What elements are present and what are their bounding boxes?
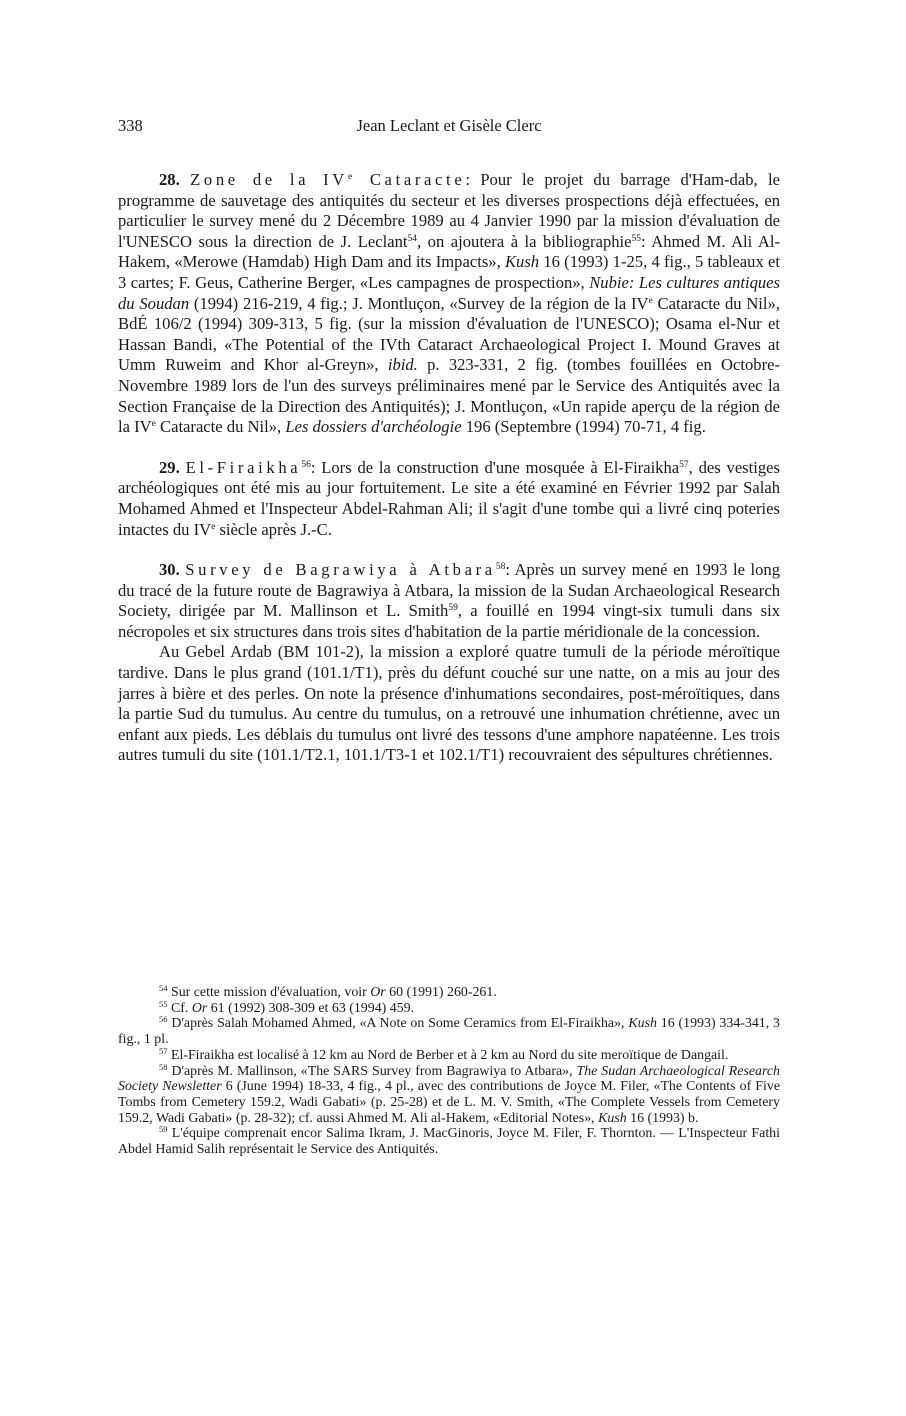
section-number: 30.: [159, 560, 180, 580]
footnote-55: $^{55}$ Cf. Or 61 (1992) 308-309 et 63 (1994) 459.: [159, 998, 415, 1016]
footnote-57: $^{57}$ El-Firaikha est localisé à 12 km au Nord de Berber et à 2 km au Nord du site meroïtique de Dangail.: [159, 1045, 729, 1063]
section-title: Survey de Bagrawiya à Atbara: [185, 560, 496, 580]
section-number: 28.: [159, 170, 180, 189]
footnote-ref: 58: [495, 562, 506, 573]
section-title: El-Firaikha: [185, 457, 302, 477]
page-number: 338: [118, 116, 143, 135]
section-28: 28. Zone de la IVe Cataracte: Pour le projet du barrage d'Ham-dab, le programme de sauvetage des antiquités du secteur et les diverses prospections déjà effectuées, en particulier le survey mené du 2 Décembre 1989 au 4 Janvier 1990 par la mission d'évaluation de l'UNESCO sous la direction de J. Leclant$^{54}$, on ajoutera à la bibliographie$^{55}$: Ahmed M. Ali Al-Hakem, «Merowe (Hamdab) High Dam and its Impacts», Kush 16 (1993) 1-25, 4 fig., 5 tableaux et 3 cartes; F. Geus, Catherine Berger, «Les campagnes de prospection», Nubie: Les cultures antiques du Soudan (1994) 216-219, 4 fig.; J. Montluçon, «Survey de la région de la IVe Cataracte du Nil», BdÉ 106/2 (1994) 309-313, 5 fig. (sur la mission d'évaluation de l'UNESCO); Osama el-Nur et Hassan Bandi, «The Potential of the IVth Cataract Archaeological Project I. Mound Graves at Umm Ruweim and Khor al-Greyn», ibid. p. 323-331, 2 fig. (tombes fouillées en Octobre-Novembre 1989 lors de l'un des surveys préliminaires mené par le Service des Antiquités avec la Section Française de la Direction des Antiquités); J. Montluçon, «Un rapide aperçu de la région de la IVe Cataracte du Nil», Les dossiers d'archéologie 196 (Septembre (1994) 70-71, 4 fig.: [118, 170, 781, 437]
footnote-59: $^{59}$ L'équipe comprenait encor Salima Ikram, J. MacGinoris, Joyce M. Filer, F. Thornton. — L'Inspecteur Fathi Abdel Hamid Salih représentait le Service des Antiquités.: [118, 1124, 780, 1158]
main-text: [118, 170, 780, 766]
page-header: [118, 116, 780, 140]
section-number: 29.: [159, 457, 180, 477]
footnote-54: $^{54}$ Sur cette mission d'évaluation, voir Or 60 (1991) 260-261.: [159, 983, 497, 1000]
section-30-paragraph-2: Au Gebel Ardab (BM 101-2), la mission a exploré quatre tumuli de la période méroïtique tardive. Dans le plus grand (101.1/T1), près du défunt couché sur une natte, on a mis au jour des jarres à bière et des perles. On note la présence d'inhumations secondaires, post-méroïtiques, dans la partie Sud du tumulus. Au centre du tumulus, on a retrouvé une inhumation chrétienne, avec un enfant aux pieds. Les déblais du tumulus ont livré des tessons d'une amphore napatéenne. Les trois autres tumuli du site (101.1/T2.1, 101.1/T3-1 et 102.1/T1) recouvraient des sépultures chrétiennes.: [118, 642, 780, 765]
footnote-56: $^{56}$ D'après Salah Mohamed Ahmed, «A Note on Some Ceramics from El-Firaikha», Kush 16 (1993) 334-341, 3 fig., 1 pl.: [118, 1014, 781, 1048]
footnote-ref: 54: [407, 233, 417, 244]
section-30: 30. Survey de Bagrawiya à Atbara$^{58}$: Après un survey mené en 1993 le long du tracé de la future route de Bagrawiya à Atbara, la mission de la Sudan Archaeological Research Society, dirigée par M. Mallinson et L. Smith$^{59}$, a fouillé en 1994 vingt-six tumuli dans six nécropoles et six structures dans trois sites d'habitation de la partie méridionale de la concession.: [118, 560, 780, 641]
footnote-ref: 56: [301, 459, 311, 470]
footnotes: [118, 985, 780, 1158]
footnote-58: $^{58}$ D'après M. Mallinson, «The SARS Survey from Bagrawiya to Atbara», The Sudan Archaeological Research Society Newsletter 6 (June 1994) 18-33, 4 fig., 4 pl., avec des contributions de Joyce M. Filer, «The Contents of Five Tombs from Cemetery 159.2, Wadi Gabati» (p. 25-28) et de L. M. V. Smith, «The Complete Vessels from Cemetery 159.2, Wadi Gabati» (p. 28-32); cf. aussi Ahmed M. Ali al-Hakem, «Editorial Notes», Kush 16 (1993) b.: [118, 1061, 780, 1126]
footnote-ref: 59: [448, 603, 458, 614]
section-29: 29. El-Firaikha$^{56}$: Lors de la construction d'une mosquée à El-Firaikha$^{57}$, des vestiges archéologiques ont été mis au jour fortuitement. Le site a été examiné en Février 1992 par Salah Mohamed Ahmed et l'Inspecteur Abdel-Rahman Ali; il s'agit d'une tombe qui a livré cinq poteries intactes du IVe siècle après J.-C.: [118, 457, 780, 539]
footnote-ref: 57: [679, 459, 689, 470]
footnote-ref: 55: [631, 233, 642, 244]
section-title: Zone de la IVe Cataracte: [190, 170, 466, 189]
running-title: Jean Leclant et Gisèle Clerc: [356, 116, 542, 135]
